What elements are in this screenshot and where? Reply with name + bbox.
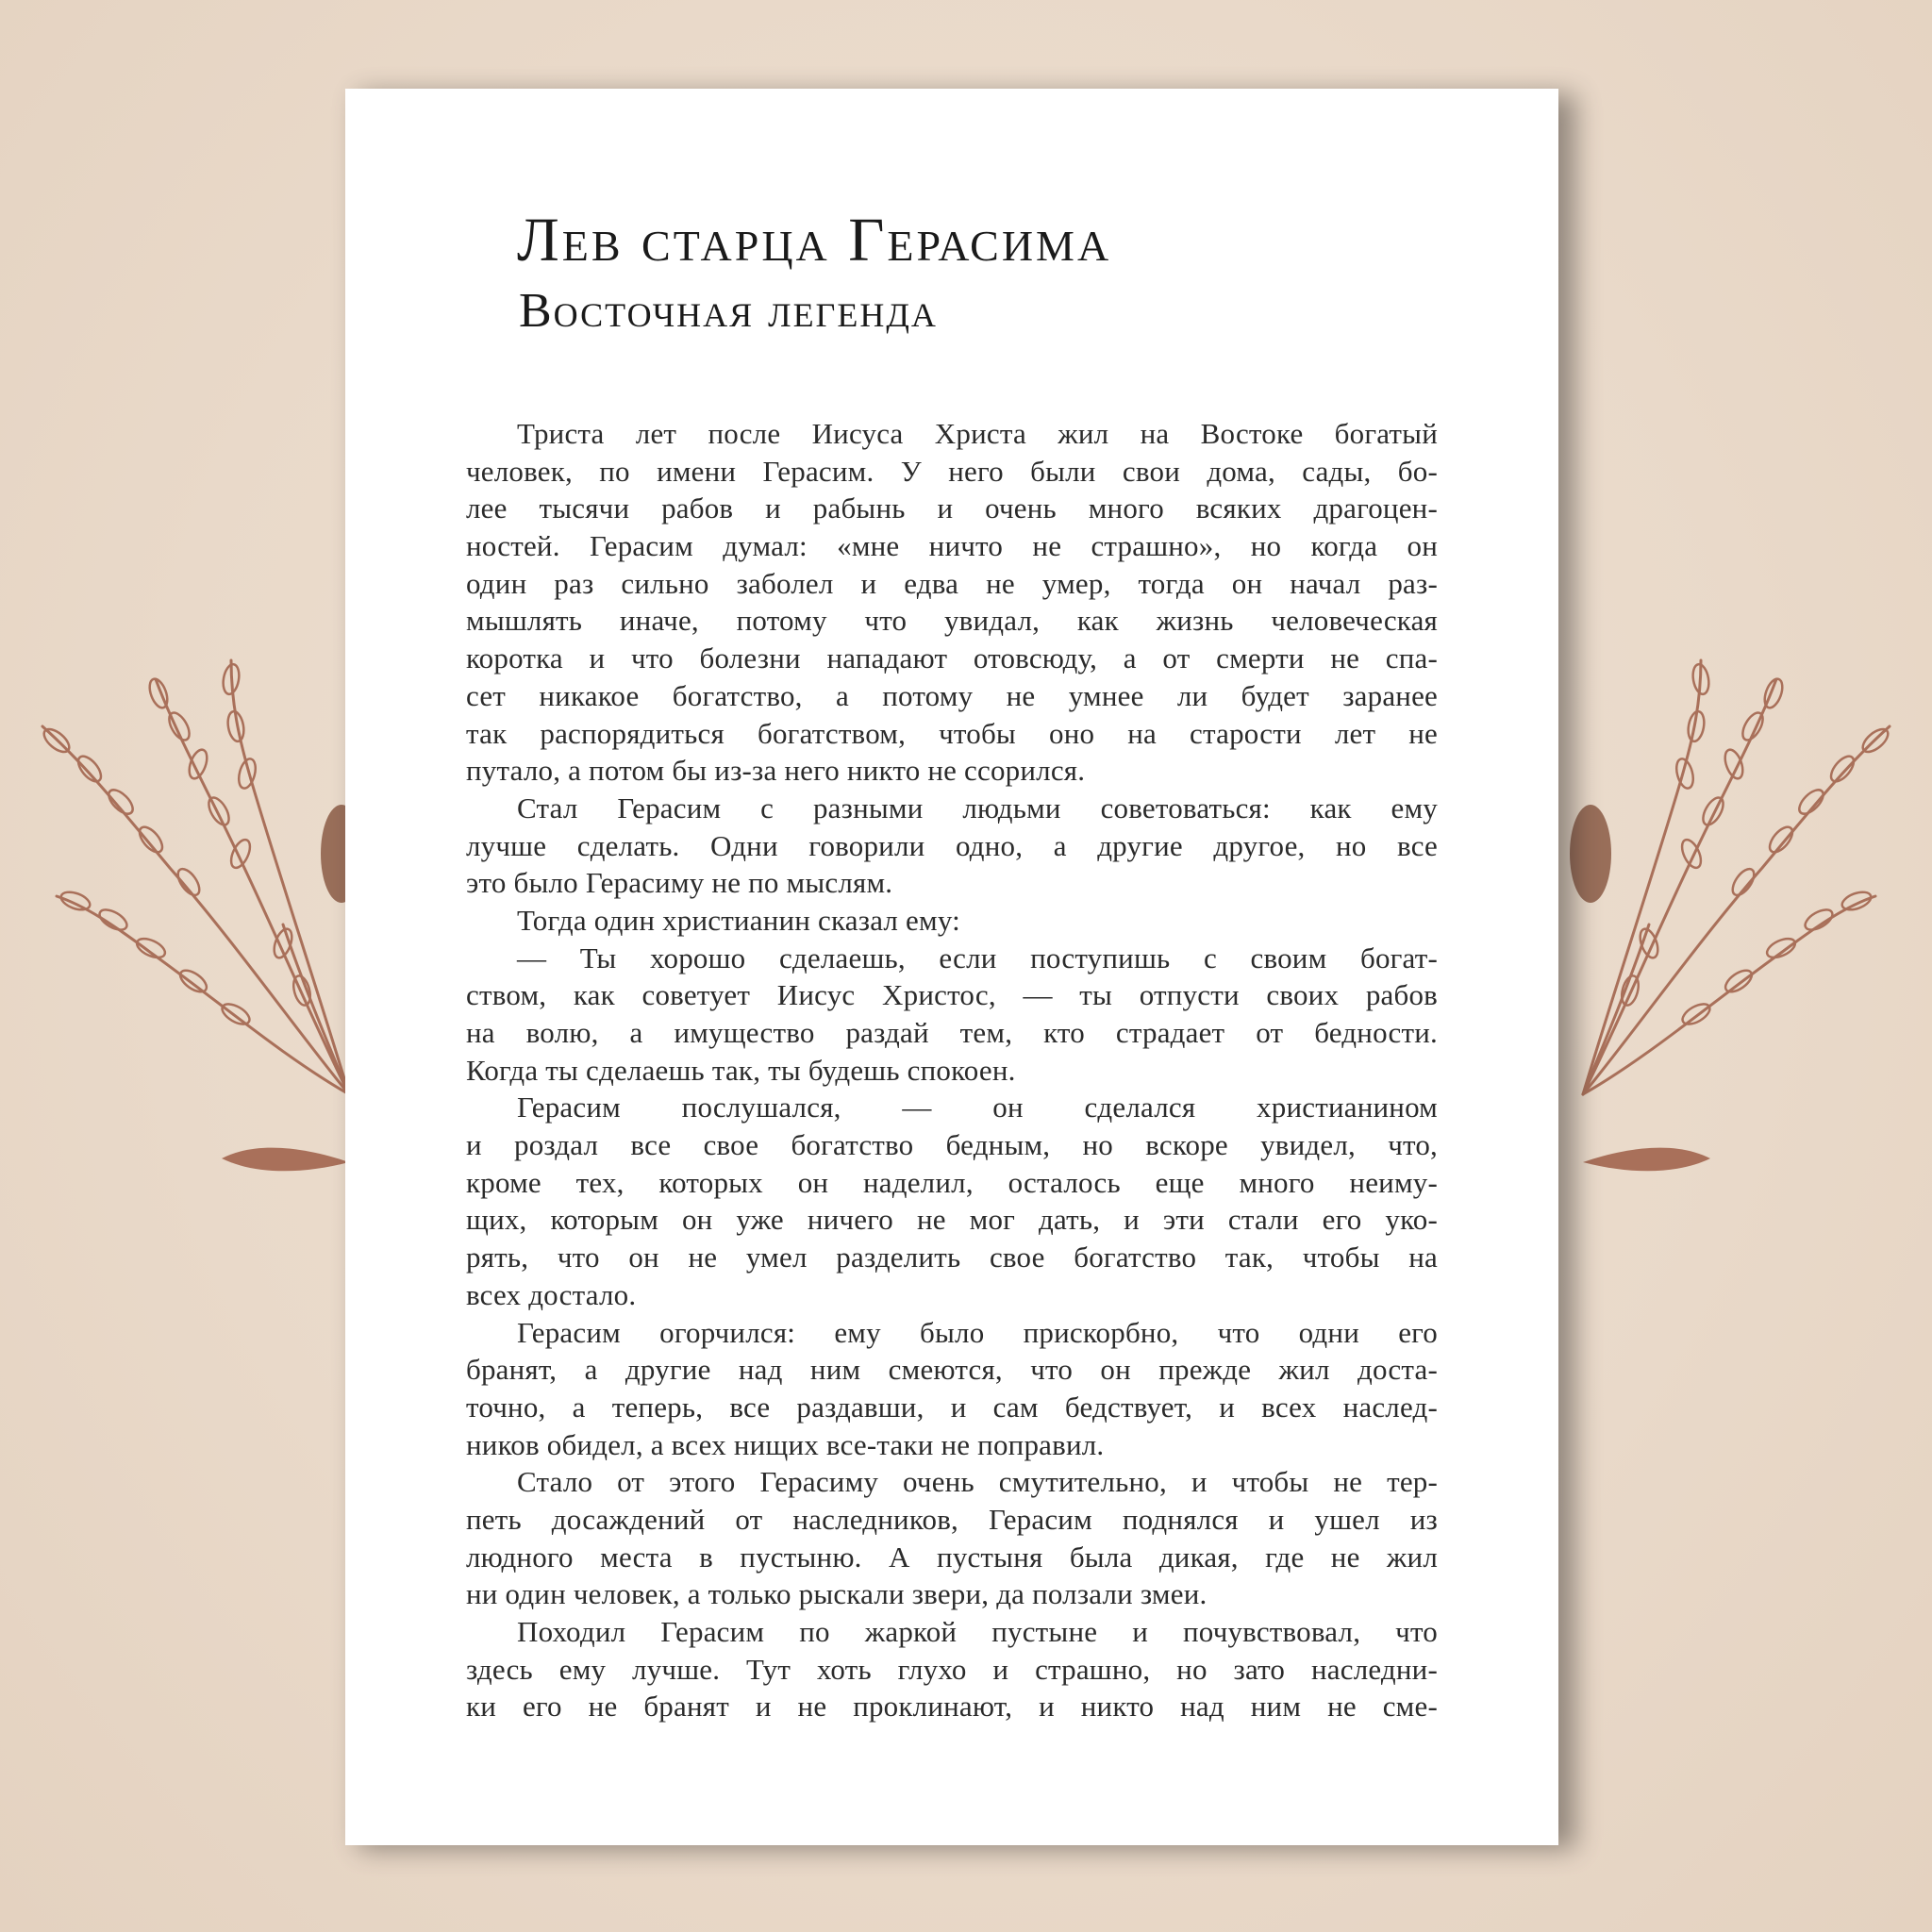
text-line: всех достало. <box>466 1277 637 1311</box>
text-line: Герасим послушался, — он сделался христианином <box>517 1091 1438 1124</box>
book-page <box>345 89 1558 1845</box>
text-line: щих, которым он уже ничего не мог дать, и эти стали его уко- <box>466 1203 1438 1237</box>
text-line: ни один человек, а только рыскали звери, да ползали змеи. <box>466 1577 1208 1611</box>
text-line: лее тысячи рабов и рабынь и очень много всяких драгоцен- <box>466 491 1438 525</box>
text-line: Тогда один христианин сказал ему: <box>517 903 960 937</box>
text-line: человек, по имени Герасим. У него были свои дома, сады, бо- <box>466 454 1438 488</box>
text-line: коротка и что болезни нападают отовсюду, а от смерти не спа- <box>466 641 1438 675</box>
text-line: Когда ты сделаешь так, ты будешь спокоен. <box>466 1053 1016 1087</box>
text-line: мышлять иначе, потому что увидал, как жизнь человеческая <box>466 604 1438 638</box>
text-line: один раз сильно заболел и едва не умер, тогда он начал раз- <box>466 566 1438 600</box>
text-line: рять, что он не умел разделить свое богатство так, чтобы на <box>466 1241 1438 1274</box>
text-line: ников обидел, а всех нищих все-таки не поправил. <box>466 1427 1105 1461</box>
text-line: точно, а теперь, все раздавши, и сам бедствует, и всех наслед- <box>466 1390 1438 1424</box>
text-line: здесь ему лучше. Тут хоть глухо и страшно, но зато наследни- <box>466 1652 1438 1686</box>
text-line: ством, как советует Иисус Христос, — ты отпусти своих рабов <box>466 978 1438 1012</box>
text-line: и роздал все свое богатство бедным, но вскоре увидел, что, <box>466 1128 1438 1162</box>
body-text <box>466 415 1438 1725</box>
text-line: кроме тех, которых он наделил, осталось еще много неиму- <box>466 1165 1438 1199</box>
text-line: Триста лет после Иисуса Христа жил на Востоке богатый <box>517 417 1438 450</box>
page-title: Лев старца Герасима <box>517 206 1112 275</box>
text-line: лучше сделать. Одни говорили одно, а другие другое, но все <box>466 828 1438 862</box>
text-line: Стал Герасим с разными людьми советоваться: как ему <box>517 791 1438 824</box>
text-line: людного места в пустыню. А пустыня была дикая, где не жил <box>466 1540 1438 1574</box>
page-subtitle: Восточная легенда <box>519 284 938 338</box>
text-line: петь досаждений от наследников, Герасим поднялся и ушел из <box>466 1502 1438 1536</box>
text-line: так распорядиться богатством, чтобы оно на старости лет не <box>466 716 1438 750</box>
text-line: Стало от этого Герасиму очень смутительно, и чтобы не тер- <box>517 1465 1438 1499</box>
text-line: — Ты хорошо сделаешь, если поступишь с своим богат- <box>517 941 1438 974</box>
text-line: путало, а потом бы из-за него никто не ссорился. <box>466 754 1086 788</box>
text-line: это было Герасиму не по мыслям. <box>466 866 893 900</box>
text-line: Герасим огорчился: ему было прискорбно, что одни его <box>517 1315 1438 1349</box>
text-line: на волю, а имущество раздай тем, кто страдает от бедности. <box>466 1016 1438 1049</box>
text-line: бранят, а другие над ним смеются, что он прежде жил доста- <box>466 1353 1438 1387</box>
text-line: Походил Герасим по жаркой пустыне и почувствовал, что <box>517 1615 1438 1648</box>
text-line: сет никакое богатство, а потому не умнее ли будет заранее <box>466 678 1438 712</box>
text-line: ностей. Герасим думал: «мне ничто не страшно», но когда он <box>466 529 1438 563</box>
text-line: ки его не бранят и не проклинают, и никто над ним не сме- <box>466 1690 1438 1724</box>
